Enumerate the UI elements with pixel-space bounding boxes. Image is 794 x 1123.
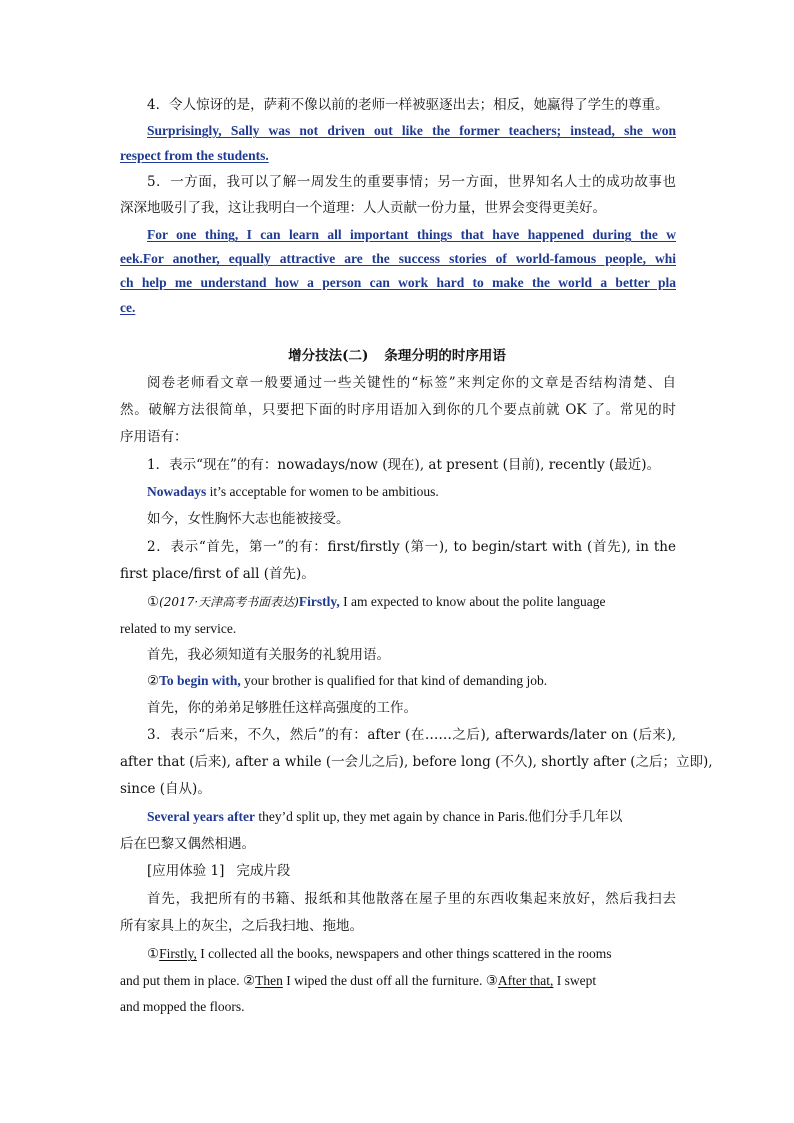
point3-title-line1: 3．表示“后来，不久，然后”的有：after (在……之后), afterwards/later on (后来), bbox=[147, 727, 676, 743]
practice-text2a: and put them in place. bbox=[120, 973, 243, 988]
point2-title-line1: 2．表示“首先，第一”的有：first/firstly (第一), to begin/start with (首先), in the bbox=[147, 539, 676, 555]
point2-example1-keyword: Firstly, bbox=[298, 594, 340, 609]
point3-title-line3: since (自从)。 bbox=[120, 781, 211, 797]
practice-text2c: I swept bbox=[553, 973, 597, 988]
item4-chinese: 4．令人惊讶的是，萨莉不像以前的老师一样被驱逐出去；相反，她赢得了学生的尊重。 bbox=[147, 97, 669, 113]
practice-title: 完成片段 bbox=[236, 863, 291, 879]
point2-example1 bbox=[147, 593, 676, 611]
point3-keyword: Several years after bbox=[147, 809, 255, 824]
item5-answer-line2: eek.For another, equally attractive are the success stories of world-famous people, whi bbox=[120, 251, 676, 266]
point3-title-line2: after that (后来), after a while (一会儿之后), before long (不久), shortly after (之后；立即), bbox=[120, 754, 713, 770]
intro-line2: 然。破解方法很简单，只要把下面的时序用语加入到你的几个要点前就 OK 了。常见的时 bbox=[120, 402, 676, 418]
heading-part2: 条理分明的时序用语 bbox=[384, 348, 506, 364]
section-heading bbox=[0, 347, 794, 365]
item5-chinese-line2: 深深地吸引了我，这让我明白一个道理：人人贡献一份力量，世界会变得更美好。 bbox=[120, 200, 606, 216]
heading-part1: 增分技法(二) bbox=[288, 348, 369, 364]
intro-line1: 阅卷老师看文章一般要通过一些关键性的“标签”来判定你的文章是否结构清楚、自 bbox=[147, 375, 676, 391]
point2-example2-number: ② bbox=[147, 673, 160, 689]
item4-answer-line2: respect from the students. bbox=[120, 148, 269, 163]
point1-title: 1．表示“现在”的有：nowadays/now (现在), at present (目前), recently (最近)。 bbox=[147, 457, 661, 473]
practice-answer-line3: and mopped the floors. bbox=[120, 999, 245, 1014]
point1-translation: 如今，女性胸怀大志也能被接受。 bbox=[147, 511, 350, 527]
practice-answer2-number: ② bbox=[242, 973, 256, 989]
point2-example1-source: (2017·天津高考书面表达) bbox=[159, 595, 299, 609]
point2-example1-continued: related to my service. bbox=[120, 621, 237, 636]
intro-line3: 序用语有： bbox=[120, 429, 188, 445]
item5-answer-line3: ch help me understand how a person can work hard to make the world a better pla bbox=[120, 275, 676, 290]
practice-heading bbox=[147, 862, 676, 880]
point1-keyword: Nowadays bbox=[147, 484, 207, 499]
practice-text1: I collected all the books, newspapers and other things scattered in the rooms bbox=[196, 946, 612, 961]
point1-example-rest: it’s acceptable for women to be ambitious. bbox=[206, 484, 439, 499]
practice-answer1-number: ① bbox=[147, 946, 160, 962]
point3-example-continued: 后在巴黎又偶然相遇。 bbox=[120, 836, 255, 852]
item4-answer-line1: Surprisingly, Sally was not driven out like the former teachers; instead, she won bbox=[147, 123, 676, 138]
practice-answer3-number: ③ bbox=[485, 973, 498, 989]
practice-label: [应用体验 1] bbox=[147, 863, 225, 879]
point2-example1-translation: 首先，我必须知道有关服务的礼貌用语。 bbox=[147, 647, 390, 663]
practice-answer3: After that, bbox=[497, 973, 554, 988]
point2-example1-number: ① bbox=[147, 594, 160, 610]
point3-example bbox=[147, 808, 676, 826]
point2-example2-keyword: To begin with, bbox=[159, 673, 241, 688]
point2-example2 bbox=[147, 672, 676, 690]
point2-example2-translation: 首先，你的弟弟足够胜任这样高强度的工作。 bbox=[147, 700, 417, 716]
item5-answer-line1: For one thing, I can learn all important things that have happened during the w bbox=[147, 227, 676, 242]
practice-answer-line2 bbox=[120, 972, 676, 990]
practice-answer-line1 bbox=[147, 945, 676, 963]
point3-example-rest: they’d split up, they met again by chance in Paris.他们分手几年以 bbox=[254, 809, 623, 824]
item5-chinese-line1: 5．一方面，我可以了解一周发生的重要事情；另一方面，世界知名人士的成功故事也 bbox=[147, 174, 676, 190]
practice-answer2: Then bbox=[255, 973, 283, 988]
practice-text2b: I wiped the dust off all the furniture. bbox=[282, 973, 486, 988]
point1-example bbox=[147, 483, 676, 501]
practice-chinese-line2: 所有家具上的灰尘，之后我扫地、拖地。 bbox=[120, 918, 363, 934]
practice-chinese-line1: 首先，我把所有的书籍、报纸和其他散落在屋子里的东西收集起来放好，然后我扫去 bbox=[147, 891, 676, 907]
point2-example2-rest: your brother is qualified for that kind of demanding job. bbox=[240, 673, 548, 688]
point2-example1-rest: I am expected to know about the polite language bbox=[339, 594, 606, 609]
point2-title-line2: first place/first of all (首先)。 bbox=[120, 566, 315, 582]
item5-answer-line4: ce. bbox=[120, 300, 136, 315]
practice-answer1: Firstly, bbox=[159, 946, 197, 961]
